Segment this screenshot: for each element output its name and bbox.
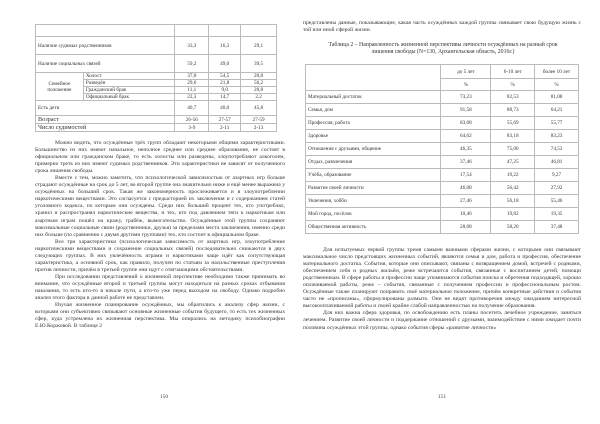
cell: 56,18 xyxy=(491,195,535,208)
cell: 81,08 xyxy=(535,91,579,104)
row-label: Возраст xyxy=(36,116,175,124)
cell: 26-56 xyxy=(175,116,209,124)
cell: 75,00 xyxy=(491,143,535,156)
cell: 83,08 xyxy=(441,117,491,130)
table-row xyxy=(306,195,579,208)
cell: 83,18 xyxy=(491,130,535,143)
unit-header: % xyxy=(441,79,491,91)
body-text xyxy=(303,247,581,332)
cell: 40,7 xyxy=(175,101,209,116)
cell: 17,54 xyxy=(441,169,491,182)
table-2 xyxy=(305,64,579,234)
cell: 33,3 xyxy=(175,37,209,55)
cell: 19,22 xyxy=(491,169,535,182)
paragraph: Для испытуемых первой группы тремя самыми важными сферами жизни, с которыми они связывают максимальное число предстоящих жизненных событий, являются семья и дом, работа и профессия, обеспечение материального достатка. События, которые они описывают, связаны с возвращением домой, встречей с родными, обеспечением себя и родных жильём, реже встречаются события, связанные с воспитанием детей, помощи родственникам. В сфере работы и профессии чаще упоминаются события поиска и обретения подходящей, хорошо оплачиваемой работы, реже – события, связанные с получением профессии и профессиональным ростом. Осуждённые также планируют поправить своё материальное положение, причём конкретные действия и события часто не «прописаны», сформулированы размыто. Они не видят противоречия между ожиданием интересной высокооплачиваемой работы и своей крайне слабой направленностью на получение образования. xyxy=(303,247,581,310)
cell: 59,2 xyxy=(175,55,209,73)
table-row xyxy=(36,101,277,116)
cell: 40,0 xyxy=(209,101,241,116)
paragraph: Можно видеть, что осуждённые трёх групп обладают некоторыми общими характеристиками. Большинство из них имеют начальное, неполное среднее или среднее образование, не состоят в официальном или гражданском браке, то есть холосты или разведены, злоупотребляют алкоголем, примерно треть из них имеют судимых родственников. Эти характеристики не зависят от полученного срока лишения свободы. xyxy=(35,140,285,175)
paragraph: Все три характеристики (психологическая зависимость от азартных игр, злоупотребление наркотическими веществами и сохранение социальных связей) последовательно снижаются в двух следующих группах. В них увлечённость играми и наркотиками чаще идёт как сопутствующая характеристика, а основной срок, как правило, получен по статьям за насильственные преступления против личности, причём в третьей группе они идут с отягчающими обстоятельствами. xyxy=(35,238,285,273)
row-label: Наличие социальных связей xyxy=(36,55,175,73)
table-row xyxy=(36,37,277,55)
table-row xyxy=(306,156,579,169)
row-label: Число судимостей xyxy=(36,124,175,132)
row-label: Мой город, посёлок xyxy=(306,208,441,221)
paragraph: Вместе с тем, можно заметить, что психологической зависимостью от азартных игр больше страдают осуждённые на срок до 5 лет, во второй группе она значительно ниже и ещё менее выражена у осуждённых на больший срок. Такая же закономерность прослеживается и в злоупотреблении наркотическими веществами. Это согласуется с предысторией их заключения и с содержанием статей уголовного кодекса, по которым они осуждены. Среди них больший процент тех, кто употреблял, хранил и распространял наркотические вещества, и тех, кто под давлением тяги к наркотикам или азартным играм пошёл на кражу, грабёж, вымогательство. Осуждённые этой группы сохраняют максимальные социальные связи (родственники, друзья) за пределами места заключения, именно среди них больше (по сравнению с двумя другими группами) тех, кто состоит в официальном браке. xyxy=(35,175,285,238)
right-page xyxy=(303,0,581,424)
cell: 55,77 xyxy=(535,117,579,130)
row-label: Профессия, работа xyxy=(306,117,441,130)
cell: 14,7 xyxy=(209,94,241,101)
cell: 56,2 xyxy=(241,80,277,87)
cell: 20,8 xyxy=(241,73,277,80)
cell: 46,81 xyxy=(535,156,579,169)
cell: 27,92 xyxy=(535,182,579,195)
cell: 29,6 xyxy=(175,80,209,87)
row-label: Учёба, образование xyxy=(306,169,441,182)
cell: 9,27 xyxy=(535,169,579,182)
cell: 37,0 xyxy=(175,73,209,80)
paragraph: Изучая жизненное планирование осуждённых, мы обратились к анализу сфер жизни, с которыми они субъективно связывают основные жизненные события будущего, то есть тех жизненных сфер, куда устремлена их жизненная перспектива. Мы опирались на методику психобиографии Е.Ю.Коржовой. В таблице 2 xyxy=(35,302,285,330)
cell: 9,0 xyxy=(209,87,241,94)
table-row xyxy=(36,116,277,124)
column-header: до 5 лет xyxy=(441,65,491,79)
row-label: Отношения с друзьями, общение xyxy=(306,143,441,156)
cell: 55,46 xyxy=(535,195,579,208)
paragraph: Для них важна сфера здоровья, по освобождению есть планы посетить лечебное учреждение, заняться лечением. Развитие своей личности и поддержание отношений с друзьями, взаимодействие с ними ожидает почти половина осуждённых этой группы, однако события сферы «развитие личности» xyxy=(303,310,581,331)
cell: 47,25 xyxy=(491,156,535,169)
left-page xyxy=(30,0,298,424)
table-row xyxy=(306,182,579,195)
cell: 19,35 xyxy=(535,208,579,221)
table-row xyxy=(36,55,277,73)
cell: 46,35 xyxy=(441,143,491,156)
cell: 46,08 xyxy=(441,182,491,195)
cell: 27,46 xyxy=(441,195,491,208)
row-label: Разведён xyxy=(83,80,175,87)
row-label: Гражданский брак xyxy=(83,87,175,94)
cell: 45,8 xyxy=(241,101,277,116)
cell: 29,1 xyxy=(241,37,277,55)
cell: 37,48 xyxy=(535,221,579,234)
table-row xyxy=(36,73,277,80)
cell: 3-9 xyxy=(175,124,209,132)
cell: 74,53 xyxy=(535,143,579,156)
table-row xyxy=(306,208,579,221)
row-label: Увлечения, хобби xyxy=(306,195,441,208)
cell: 55,69 xyxy=(491,117,535,130)
page-number: 150 xyxy=(159,394,169,400)
table-1 xyxy=(35,24,277,132)
row-label: Развитие своей личности xyxy=(306,182,441,195)
cell: 64,21 xyxy=(535,104,579,117)
row-label: Здоровье xyxy=(306,130,441,143)
table-row xyxy=(306,221,579,234)
cell: 37,46 xyxy=(441,156,491,169)
cell: 11,1 xyxy=(175,87,209,94)
cell: 10,46 xyxy=(441,208,491,221)
cell: 56,42 xyxy=(491,182,535,195)
cell: 83,23 xyxy=(535,130,579,143)
row-label: Семья, дом xyxy=(306,104,441,117)
page-number: 151 xyxy=(437,394,447,400)
unit-header: % xyxy=(535,79,579,91)
row-label: Есть дети xyxy=(36,101,175,116)
intro-text: представлены данные, показывающие, какая часть осуждённых каждой группы связывает свою будущую жизнь с той или иной сферой жизни. xyxy=(303,20,581,34)
unit-header: % xyxy=(491,79,535,91)
cell: 22,3 xyxy=(175,94,209,101)
row-label: Холост xyxy=(83,73,175,80)
cell: 19,82 xyxy=(491,208,535,221)
cell: 2-13 xyxy=(241,124,277,132)
cell: 88,73 xyxy=(491,104,535,117)
cell: 49,0 xyxy=(209,55,241,73)
cell: 27-57 xyxy=(209,116,241,124)
cell: 16,3 xyxy=(209,37,241,55)
body-text xyxy=(35,140,285,330)
table-caption: Таблица 2 – Направленность жизненной перспективы личности осуждённых на разный срок лишения свободы (N=130, Архангельская область, 2016г.) xyxy=(328,42,558,55)
row-label: Официальный брак xyxy=(83,94,175,101)
cell: 27-59 xyxy=(241,116,277,124)
row-label: Общественная активность xyxy=(306,221,441,234)
cell: 28,08 xyxy=(441,221,491,234)
row-label: Отдых, развлечения xyxy=(306,156,441,169)
table-row xyxy=(306,130,579,143)
table-row xyxy=(36,124,277,132)
cell: 91,58 xyxy=(441,104,491,117)
paragraph: При исследовании представлений о жизненной перспективе необходимо также принимать во внимание, что осуждённые второй и третьей группы могут находиться на разных сроках отбывания наказания, то есть кто-то в начале пути, а кто-то уже перед выходом на свободу. Однако подробно анализ этого фактора в данной работе не представлен. xyxy=(35,273,285,302)
cell: 64,62 xyxy=(441,130,491,143)
column-header: 6-10 лет xyxy=(491,65,535,79)
cell: 58,20 xyxy=(491,221,535,234)
table-row xyxy=(306,91,579,104)
cell: 73,23 xyxy=(441,91,491,104)
column-header: более 10 лет xyxy=(535,65,579,79)
cell: 2-11 xyxy=(209,124,241,132)
row-label: Наличие судимых родственников xyxy=(36,37,175,55)
cell: 20,8 xyxy=(241,87,277,94)
cell: 82,53 xyxy=(491,91,535,104)
family-label: Семейное положение xyxy=(36,73,84,101)
cell: 2,2 xyxy=(241,94,277,101)
cell: 54,5 xyxy=(209,73,241,80)
table-row xyxy=(306,143,579,156)
table-row xyxy=(306,169,579,182)
table-row xyxy=(306,104,579,117)
cell: 21,8 xyxy=(209,80,241,87)
row-label: Материальный достаток xyxy=(306,91,441,104)
table-row xyxy=(306,117,579,130)
cell: 39,5 xyxy=(241,55,277,73)
